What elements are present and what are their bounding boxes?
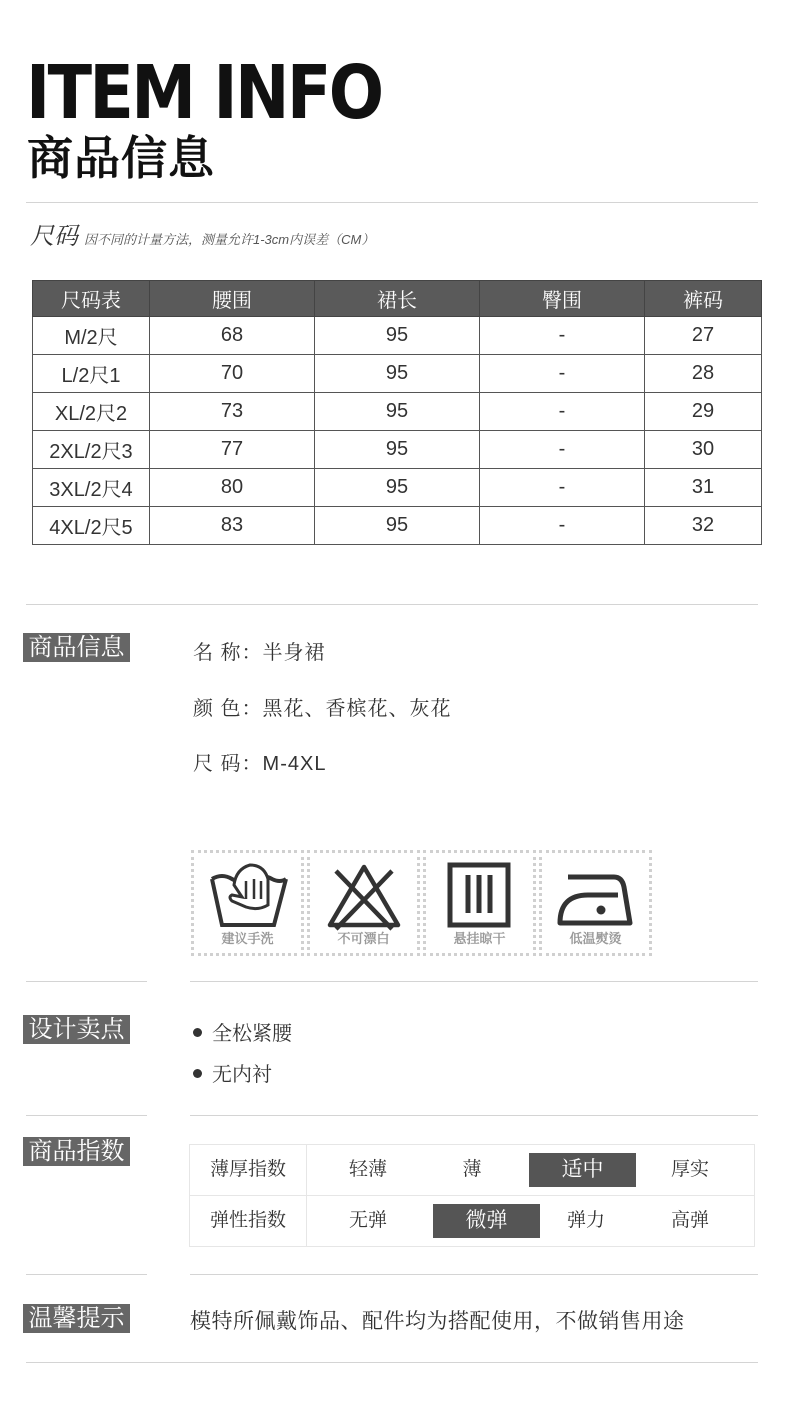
elasticity-option-selected: 微弹 [433,1204,540,1238]
thickness-label: 薄厚指数 [190,1145,307,1195]
care-no-bleach [307,850,420,956]
table-cell: 70 [150,355,315,393]
thickness-option-selected: 适中 [529,1153,636,1187]
divider [26,1115,147,1116]
table-cell: 30 [645,431,762,469]
product-size: 尺 码：M-4XL [193,753,327,775]
design-point-text: 全松紧腰 [212,1023,292,1045]
table-cell: 3XL/2尺4 [33,469,150,507]
table-cell: 68 [150,317,315,355]
table-cell: 2XL/2尺3 [33,431,150,469]
divider [190,1274,758,1275]
table-cell: 95 [315,431,480,469]
table-row [33,355,762,393]
column-header: 尺码表 [33,281,150,317]
design-tag: 设计卖点 [23,1015,130,1044]
index-table [189,1144,755,1247]
table-cell: 4XL/2尺5 [33,507,150,545]
thickness-option: 轻薄 [348,1159,387,1180]
divider [26,981,147,982]
table-cell: - [480,317,645,355]
size-table-header [33,281,762,317]
table-row [33,431,762,469]
bullet-icon [193,1028,202,1037]
care-label: 悬挂晾干 [453,931,506,946]
table-cell: 80 [150,469,315,507]
product-color: 颜 色：黑花、香槟花、灰花 [193,698,452,720]
table-cell: M/2尺 [33,317,150,355]
design-point [193,1058,272,1087]
hang-dry-icon [438,859,522,933]
size-table [32,280,762,545]
title-en: ITEM INFO [26,50,382,136]
care-hang-dry [423,850,536,956]
thickness-row [190,1145,754,1196]
table-cell: 73 [150,393,315,431]
table-row [33,469,762,507]
product-info-tag: 商品信息 [23,633,130,662]
table-cell: 83 [150,507,315,545]
bullet-icon [193,1069,202,1078]
elasticity-option: 无弹 [348,1210,387,1231]
table-cell: - [480,469,645,507]
design-point-text: 无内衬 [212,1064,272,1086]
table-cell: 95 [315,469,480,507]
table-cell: 77 [150,431,315,469]
design-point [193,1017,292,1046]
table-row [33,507,762,545]
thickness-option: 薄 [462,1159,482,1180]
tips-tag: 温馨提示 [23,1304,130,1333]
divider [26,1274,147,1275]
table-cell: 31 [645,469,762,507]
elasticity-option: 高弹 [670,1210,709,1231]
table-cell: 28 [645,355,762,393]
hand-wash-icon [206,859,290,933]
title-cn: 商品信息 [27,131,215,185]
divider [190,981,758,982]
product-name: 名 称：半身裙 [193,642,326,664]
care-label: 建议手洗 [221,931,274,946]
table-cell: - [480,431,645,469]
size-label: 尺码 [30,223,78,250]
table-cell: - [480,507,645,545]
column-header: 腰围 [150,281,315,317]
thickness-option: 厚实 [670,1159,709,1180]
table-cell: L/2尺1 [33,355,150,393]
no-bleach-icon [322,859,406,933]
table-cell: 95 [315,507,480,545]
column-header: 裤码 [645,281,762,317]
tips-text: 模特所佩戴饰品、配件均为搭配使用，不做销售用途 [190,1310,685,1333]
divider [190,1115,758,1116]
low-iron-icon [554,859,638,933]
table-cell: 29 [645,393,762,431]
elasticity-option: 弹力 [566,1210,605,1231]
elasticity-label: 弹性指数 [190,1196,307,1246]
table-row [33,393,762,431]
care-low-iron [539,850,652,956]
table-cell: 95 [315,317,480,355]
table-cell: 32 [645,507,762,545]
table-cell: - [480,355,645,393]
care-hand-wash [191,850,304,956]
size-heading [30,216,374,251]
table-row [33,317,762,355]
index-tag: 商品指数 [23,1137,130,1166]
divider [26,1362,758,1363]
care-label: 低温熨烫 [569,931,622,946]
elasticity-row [190,1196,754,1246]
divider [26,202,758,203]
size-note: 因不同的计量方法，测量允许1-3cm内误差（CM） [84,232,375,247]
column-header: 臀围 [480,281,645,317]
column-header: 裙长 [315,281,480,317]
table-cell: 95 [315,355,480,393]
care-label: 不可漂白 [337,931,390,946]
divider [26,604,758,605]
table-cell: 95 [315,393,480,431]
table-cell: XL/2尺2 [33,393,150,431]
table-cell: 27 [645,317,762,355]
table-cell: - [480,393,645,431]
